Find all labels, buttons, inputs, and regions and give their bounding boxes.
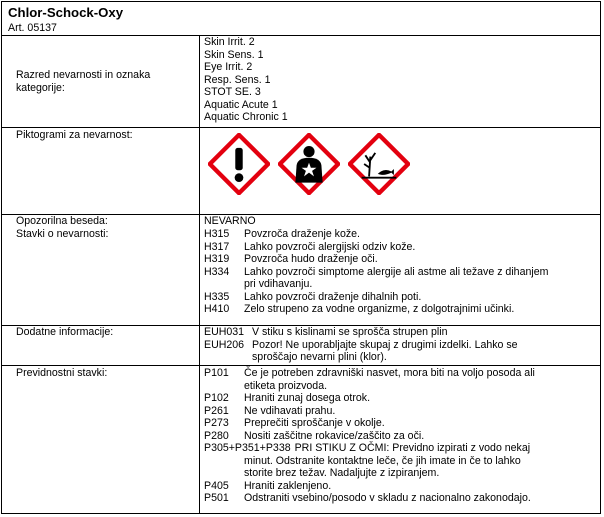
statement-line: Zelo strupeno za vodne organizme, z dolgotrajnimi učinki. xyxy=(244,303,515,315)
statement-code: P261 xyxy=(204,404,229,417)
hazard-class-item: STOT SE. 3 xyxy=(204,86,261,98)
statement-line: Lahko povzroči draženje dihalnih poti. xyxy=(244,290,422,303)
statement-line: Hraniti zaklenjeno. xyxy=(244,479,332,492)
signal-word-label: Opozorilna beseda: xyxy=(16,215,108,227)
statement-text xyxy=(244,253,594,266)
signal-word-value: NEVARNO xyxy=(204,215,256,227)
exclamation-mark-pictogram xyxy=(208,133,270,195)
statement-line: V stiku s kislinami se sprošča strupen plin xyxy=(252,326,448,338)
column-divider xyxy=(199,35,200,513)
article-number: Art. 05137 xyxy=(8,22,57,34)
statement-line: Povzroča hudo draženje oči. xyxy=(244,253,378,265)
statement-row xyxy=(204,291,594,304)
statement-row xyxy=(204,241,594,254)
statement-code: H335 xyxy=(204,290,230,303)
statement-line: Povzroča draženje kože. xyxy=(244,228,361,240)
divider xyxy=(2,127,600,128)
statement-row xyxy=(204,339,594,364)
health-hazard-pictogram xyxy=(278,133,340,195)
hazard-class-item: Resp. Sens. 1 xyxy=(204,73,271,86)
statement-code: P405 xyxy=(204,479,229,492)
statement-row xyxy=(204,492,594,505)
environment-pictogram xyxy=(348,133,410,195)
statement-code: P273 xyxy=(204,417,229,429)
statement-code: P280 xyxy=(204,429,229,442)
pictogram-row xyxy=(208,133,410,195)
precautionary-list xyxy=(204,367,594,505)
statement-line: Lahko povzroči simptome alergije ali astme ali težave z dihanjem xyxy=(244,265,549,278)
statement-text xyxy=(244,405,594,418)
statement-row xyxy=(204,228,594,241)
statement-line: Lahko povzroči alergijski odziv kože. xyxy=(244,240,416,253)
statement-text xyxy=(252,326,594,339)
statement-row xyxy=(204,367,594,392)
statement-code: H317 xyxy=(204,240,230,253)
safety-data-sheet xyxy=(1,1,601,514)
hazard-statements-list xyxy=(204,228,594,316)
statement-row xyxy=(204,266,594,291)
divider xyxy=(2,365,600,366)
statement-text xyxy=(244,430,594,443)
statement-line: Nositi zaščitne rokavice/zaščito za oči. xyxy=(244,429,425,442)
statement-code: EUH206 xyxy=(204,338,245,351)
statement-code: EUH031 xyxy=(204,326,245,338)
statement-line: minut. Odstranite kontaktne leče, če jih imate in če to lahko xyxy=(244,454,521,467)
statement-code: P101 xyxy=(204,367,229,379)
statement-code: P501 xyxy=(204,492,229,504)
divider xyxy=(2,35,600,36)
statement-row xyxy=(204,480,594,493)
statement-line: sproščajo nevarni plini (klor). xyxy=(252,351,387,363)
statement-text xyxy=(244,392,594,405)
statement-code: P305+P351+P338 xyxy=(204,442,291,454)
statement-row xyxy=(204,417,594,430)
statement-text xyxy=(244,480,594,493)
statement-line: storite brez težav. Nadaljujte z izpiranjem. xyxy=(244,467,440,479)
statement-text xyxy=(244,492,594,505)
additional-info-list xyxy=(204,326,594,364)
statement-line: PRI STIKU Z OČMI: Previdno izpirati z vodo nekaj xyxy=(294,442,531,454)
statement-code: P102 xyxy=(204,392,229,404)
hazard-statements-label: Stavki o nevarnosti: xyxy=(16,228,109,240)
statement-text xyxy=(244,303,594,316)
hazard-class-item: Eye Irrit. 2 xyxy=(204,61,253,73)
statement-line: Odstraniti vsebino/posodo v skladu z nacionalno zakonodajo. xyxy=(244,492,531,504)
statement-text xyxy=(252,339,594,364)
statement-text xyxy=(244,241,594,254)
statement-row xyxy=(204,442,594,480)
statement-line: etiketa proizvoda. xyxy=(244,379,328,392)
statement-line: Ne vdihavati prahu. xyxy=(244,404,336,417)
statement-row xyxy=(204,253,594,266)
pictograms-label: Piktogrami za nevarnost: xyxy=(16,129,133,141)
statement-code: H334 xyxy=(204,265,230,278)
statement-code: H319 xyxy=(204,253,230,265)
statement-text xyxy=(244,228,594,241)
statement-line: Hraniti zunaj dosega otrok. xyxy=(244,392,371,404)
statement-row xyxy=(204,405,594,418)
statement-row xyxy=(204,303,594,316)
statement-line: Če je potreben zdravniški nasvet, mora biti na voljo posoda ali xyxy=(244,367,535,379)
statement-text xyxy=(244,266,594,291)
hazard-class-label: Razred nevarnosti in oznaka kategorije: xyxy=(16,69,151,94)
statement-row xyxy=(204,430,594,443)
hazard-class-item: Aquatic Chronic 1 xyxy=(204,111,288,123)
product-title: Chlor-Schock-Oxy xyxy=(8,5,124,20)
statement-line: Pozor! Ne uporabljajte skupaj z drugimi izdelki. Lahko se xyxy=(252,338,518,351)
precautionary-label: Previdnostni stavki: xyxy=(16,367,108,379)
statement-row xyxy=(204,326,594,339)
statement-text xyxy=(244,367,594,392)
hazard-class-item: Skin Irrit. 2 xyxy=(204,36,255,48)
statement-line: Preprečiti sproščanje v okolje. xyxy=(244,417,385,429)
hazard-class-item: Skin Sens. 1 xyxy=(204,48,264,61)
additional-info-label: Dodatne informacije: xyxy=(16,326,114,338)
statement-text xyxy=(244,291,594,304)
statement-text xyxy=(244,417,594,430)
statement-code: H315 xyxy=(204,228,230,240)
statement-line: pri vdihavanju. xyxy=(244,278,313,290)
statement-code: H410 xyxy=(204,303,230,315)
hazard-class-list xyxy=(204,36,288,124)
hazard-class-item: Aquatic Acute 1 xyxy=(204,98,278,111)
statement-row xyxy=(204,392,594,405)
